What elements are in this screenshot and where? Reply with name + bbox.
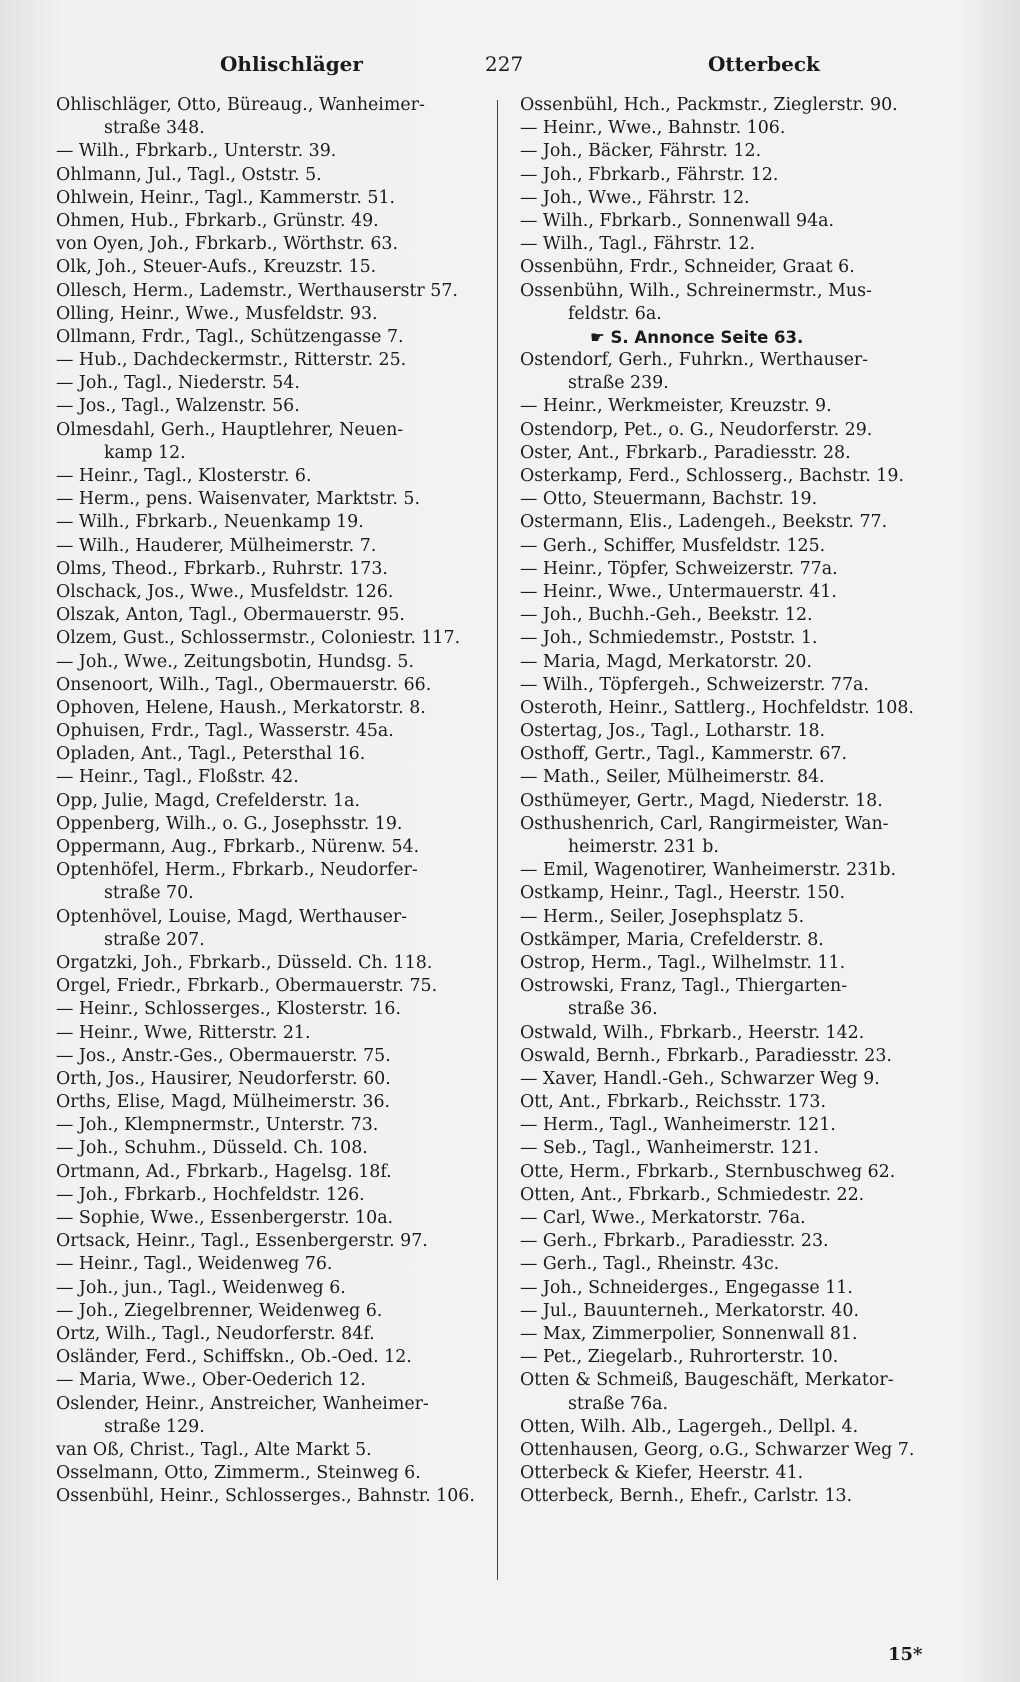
directory-entry: Olzem, Gust., Schlossermstr., Coloniestr. 117. <box>56 628 461 649</box>
directory-entry: — Joh., jun., Tagl., Weidenweg 6. <box>56 1277 346 1298</box>
directory-entry: van Oß, Christ., Tagl., Alte Markt 5. <box>56 1439 372 1460</box>
directory-entry: — Heinr., Werkmeister, Kreuzstr. 9. <box>520 396 832 417</box>
directory-entry: Olszak, Anton, Tagl., Obermauerstr. 95. <box>56 605 405 626</box>
directory-entry: — Heinr., Wwe, Ritterstr. 21. <box>56 1022 311 1043</box>
directory-entry: Opp, Julie, Magd, Crefelderstr. 1a. <box>56 790 360 811</box>
directory-entry: straße 129. <box>104 1416 205 1437</box>
directory-entry: — Joh., Buchh.-Geh., Beekstr. 12. <box>520 605 813 626</box>
directory-entry: Opladen, Ant., Tagl., Petersthal 16. <box>56 744 366 765</box>
directory-entry: Ortmann, Ad., Fbrkarb., Hagelsg. 18f. <box>56 1161 392 1182</box>
directory-entry: Ott, Ant., Fbrkarb., Reichsstr. 173. <box>520 1092 826 1113</box>
directory-entry: Ohlischläger, Otto, Büreaug., Wanheimer- <box>56 95 425 115</box>
directory-entry: — Joh., Fbrkarb., Fährstr. 12. <box>520 164 779 185</box>
directory-entry: — Joh., Bäcker, Fährstr. 12. <box>520 141 762 162</box>
directory-entry: Ortz, Wilh., Tagl., Neudorferstr. 84f. <box>56 1323 375 1344</box>
left-column <box>56 94 504 1508</box>
directory-entry: Ohlmann, Jul., Tagl., Oststr. 5. <box>56 164 322 185</box>
directory-entry: Osteroth, Heinr., Sattlerg., Hochfeldstr. 108. <box>520 697 914 718</box>
directory-entry: — Gerh., Fbrkarb., Paradiesstr. 23. <box>520 1231 829 1252</box>
directory-entry: straße 36. <box>568 999 658 1020</box>
directory-entry: Optenhöfel, Herm., Fbrkarb., Neudorfer- <box>56 860 418 881</box>
directory-entry: — Wilh., Fbrkarb., Neuenkamp 19. <box>56 512 364 533</box>
directory-entry: Ostrowski, Franz, Tagl., Thiergarten- <box>520 976 848 997</box>
directory-entry: — Seb., Tagl., Wanheimerstr. 121. <box>520 1138 819 1159</box>
directory-entry: Osterkamp, Ferd., Schlosserg., Bachstr. 19. <box>520 466 904 486</box>
directory-entry: straße 76a. <box>568 1393 669 1414</box>
column-divider <box>497 100 498 1580</box>
directory-entry: Orgatzki, Joh., Fbrkarb., Düsseld. Ch. 118. <box>56 952 433 973</box>
directory-entry: Otterbeck, Bernh., Ehefr., Carlstr. 13. <box>520 1486 853 1507</box>
directory-entry: Ollmann, Frdr., Tagl., Schützengasse 7. <box>56 326 404 347</box>
directory-entry: — Max, Zimmerpolier, Sonnenwall 81. <box>520 1323 858 1344</box>
directory-entry: — Heinr., Schlosserges., Klosterstr. 16. <box>56 999 401 1020</box>
directory-entry: Otten, Wilh. Alb., Lagergeh., Dellpl. 4. <box>520 1416 859 1437</box>
directory-entry: — Wilh., Fbrkarb., Unterstr. 39. <box>56 141 337 162</box>
directory-entry: — Joh., Tagl., Niederstr. 54. <box>56 373 300 394</box>
directory-entry: Orths, Elise, Magd, Mülheimerstr. 36. <box>56 1092 391 1113</box>
directory-entry: Olk, Joh., Steuer-Aufs., Kreuzstr. 15. <box>56 257 377 278</box>
directory-entry: kamp 12. <box>104 442 186 463</box>
directory-entry: Olms, Theod., Fbrkarb., Ruhrstr. 173. <box>56 558 388 579</box>
directory-entry: — Carl, Wwe., Merkatorstr. 76a. <box>520 1208 806 1228</box>
directory-entry: Orth, Jos., Hausirer, Neudorferstr. 60. <box>56 1068 391 1089</box>
directory-entry: — Herm., pens. Waisenvater, Marktstr. 5. <box>56 489 420 510</box>
sheet-signature: 15* <box>888 1644 923 1665</box>
directory-entry: straße 348. <box>104 118 205 139</box>
directory-entry: feldstr. 6a. <box>568 303 662 324</box>
directory-entry: Onsenoort, Wilh., Tagl., Obermauerstr. 66. <box>56 674 432 695</box>
directory-entry: — Heinr., Töpfer, Schweizerstr. 77a. <box>520 558 838 579</box>
header-last-entry: Otterbeck <box>708 52 820 76</box>
directory-entry: Ollesch, Herm., Lademstr., Werthauserstr 57. <box>56 280 458 301</box>
directory-entry: Otte, Herm., Fbrkarb., Sternbuschweg 62. <box>520 1161 896 1182</box>
directory-entry: — Sophie, Wwe., Essenbergerstr. 10a. <box>56 1208 394 1228</box>
directory-entry: Ossenbühl, Heinr., Schlosserges., Bahnstr. 106. <box>56 1486 475 1507</box>
directory-entry: Ostertag, Jos., Tagl., Lotharstr. 18. <box>520 721 826 742</box>
directory-entry: Ostwald, Wilh., Fbrkarb., Heerstr. 142. <box>520 1022 865 1043</box>
directory-entry: Olmesdahl, Gerh., Hauptlehrer, Neuen- <box>56 419 404 440</box>
directory-entry: — Joh., Wwe., Fährstr. 12. <box>520 187 750 208</box>
directory-entry: — Jos., Anstr.-Ges., Obermauerstr. 75. <box>56 1045 391 1066</box>
directory-entry: — Math., Seiler, Mülheimerstr. 84. <box>520 767 825 788</box>
directory-entry: Ossenbühl, Hch., Packmstr., Zieglerstr. 90. <box>520 95 898 115</box>
directory-entry: straße 207. <box>104 929 205 950</box>
directory-entry: Ottenhausen, Georg, o.G., Schwarzer Weg 7. <box>520 1439 915 1460</box>
directory-entry: Otterbeck & Kiefer, Heerstr. 41. <box>520 1463 804 1484</box>
directory-entry: — Heinr., Wwe., Bahnstr. 106. <box>520 118 786 139</box>
directory-entry: — Joh., Schmiedemstr., Poststr. 1. <box>520 628 818 649</box>
directory-entry: — Xaver, Handl.-Geh., Schwarzer Weg 9. <box>520 1068 880 1089</box>
directory-entry: — Heinr., Tagl., Floßstr. 42. <box>56 767 299 788</box>
directory-entry: — Maria, Wwe., Ober-Oederich 12. <box>56 1370 366 1391</box>
directory-entry: Ossenbühn, Wilh., Schreinermstr., Mus- <box>520 280 872 301</box>
directory-entry: — Heinr., Wwe., Untermauerstr. 41. <box>520 581 837 602</box>
directory-entry: — Gerh., Tagl., Rheinstr. 43c. <box>520 1254 780 1275</box>
directory-entry: — Herm., Seiler, Josephsplatz 5. <box>520 906 805 927</box>
directory-entry: Ortsack, Heinr., Tagl., Essenbergerstr. 97. <box>56 1231 428 1252</box>
directory-entry: Ostendorf, Gerh., Fuhrkn., Werthauser- <box>520 350 869 371</box>
directory-entry: Ohlwein, Heinr., Tagl., Kammerstr. 51. <box>56 187 396 208</box>
directory-entry: — Joh., Schneiderges., Engegasse 11. <box>520 1277 853 1298</box>
directory-entry: — Otto, Steuermann, Bachstr. 19. <box>520 489 818 510</box>
directory-entry: — Heinr., Tagl., Weidenweg 76. <box>56 1254 333 1275</box>
directory-entry: Osselmann, Otto, Zimmerm., Steinweg 6. <box>56 1463 421 1484</box>
directory-entry: — Wilh., Tagl., Fährstr. 12. <box>520 234 756 255</box>
directory-entry: — Joh., Fbrkarb., Hochfeldstr. 126. <box>56 1184 365 1205</box>
directory-entry: Ostrop, Herm., Tagl., Wilhelmstr. 11. <box>520 952 846 973</box>
directory-entry: Oster, Ant., Fbrkarb., Paradiesstr. 28. <box>520 442 851 463</box>
directory-entry: — Joh., Wwe., Zeitungsbotin, Hundsg. 5. <box>56 651 414 672</box>
directory-entry: Olling, Heinr., Wwe., Musfeldstr. 93. <box>56 303 378 324</box>
directory-entry: Ophoven, Helene, Haush., Merkatorstr. 8. <box>56 697 426 718</box>
directory-entry: — Wilh., Hauderer, Mülheimerstr. 7. <box>56 535 377 556</box>
directory-entry: Ostendorp, Pet., o. G., Neudorferstr. 29. <box>520 419 873 440</box>
directory-entry: von Oyen, Joh., Fbrkarb., Wörthstr. 63. <box>56 234 399 255</box>
directory-entry: Ostkamp, Heinr., Tagl., Heerstr. 150. <box>520 883 846 904</box>
directory-entry: Ostermann, Elis., Ladengeh., Beekstr. 77. <box>520 512 888 533</box>
right-column <box>520 94 968 1508</box>
directory-entry: — Jul., Bauunterneh., Merkatorstr. 40. <box>520 1300 859 1321</box>
directory-entry: Oswald, Bernh., Fbrkarb., Paradiesstr. 23. <box>520 1045 892 1066</box>
directory-entry: straße 239. <box>568 373 669 394</box>
directory-entry: Osthümeyer, Gertr., Magd, Niederstr. 18. <box>520 790 883 811</box>
directory-entry: — Gerh., Schiffer, Musfeldstr. 125. <box>520 535 826 556</box>
directory-entry: Ostkämper, Maria, Crefelderstr. 8. <box>520 929 824 950</box>
directory-entry: Oppermann, Aug., Fbrkarb., Nürenw. 54. <box>56 837 420 857</box>
directory-entry: — Joh., Schuhm., Düsseld. Ch. 108. <box>56 1138 368 1159</box>
page-header <box>50 52 950 86</box>
directory-entry: — Jos., Tagl., Walzenstr. 56. <box>56 396 300 417</box>
directory-entry: Otten, Ant., Fbrkarb., Schmiedestr. 22. <box>520 1184 865 1205</box>
directory-entry: Osthoff, Gertr., Tagl., Kammerstr. 67. <box>520 744 847 765</box>
directory-entry: heimerstr. 231 b. <box>568 837 719 857</box>
page-number: 227 <box>485 52 524 76</box>
directory-entry: Otten & Schmeiß, Baugeschäft, Merkator- <box>520 1370 894 1391</box>
directory-entry: — Hub., Dachdeckermstr., Ritterstr. 25. <box>56 350 407 371</box>
directory-entry: Osländer, Ferd., Schiffskn., Ob.-Oed. 12. <box>56 1347 412 1368</box>
directory-entry: — Heinr., Tagl., Klosterstr. 6. <box>56 466 312 486</box>
directory-entry: — Wilh., Fbrkarb., Sonnenwall 94a. <box>520 210 835 231</box>
directory-entry: — Maria, Magd, Merkatorstr. 20. <box>520 651 813 672</box>
directory-entry: — Herm., Tagl., Wanheimerstr. 121. <box>520 1115 836 1136</box>
directory-entry: Oppenberg, Wilh., o. G., Josephsstr. 19. <box>56 813 403 834</box>
directory-entry: — Pet., Ziegelarb., Ruhrorterstr. 10. <box>520 1347 839 1368</box>
directory-entry: Ossenbühn, Frdr., Schneider, Graat 6. <box>520 257 855 278</box>
directory-entry: — Joh., Klempnermstr., Unterstr. 73. <box>56 1115 379 1136</box>
directory-entry: Osthushenrich, Carl, Rangirmeister, Wan- <box>520 813 889 834</box>
directory-entry: — Wilh., Töpfergeh., Schweizerstr. 77a. <box>520 674 869 695</box>
directory-entry: Olschack, Jos., Wwe., Musfeldstr. 126. <box>56 581 394 602</box>
directory-entry: Optenhövel, Louise, Magd, Werthauser- <box>56 906 408 927</box>
header-first-entry: Ohlischläger <box>220 52 363 76</box>
annonce-reference: ☛ S. Annonce Seite 63. <box>590 327 804 347</box>
directory-entry: — Joh., Ziegelbrenner, Weidenweg 6. <box>56 1300 383 1321</box>
directory-entry: — Emil, Wagenotirer, Wanheimerstr. 231b. <box>520 860 897 881</box>
directory-entry: straße 70. <box>104 883 194 904</box>
directory-entry: Ophuisen, Frdr., Tagl., Wasserstr. 45a. <box>56 721 394 742</box>
directory-entry: Ohmen, Hub., Fbrkarb., Grünstr. 49. <box>56 210 379 231</box>
directory-entry: Orgel, Friedr., Fbrkarb., Obermauerstr. 75. <box>56 976 438 997</box>
directory-entry: Oslender, Heinr., Anstreicher, Wanheimer- <box>56 1393 429 1414</box>
